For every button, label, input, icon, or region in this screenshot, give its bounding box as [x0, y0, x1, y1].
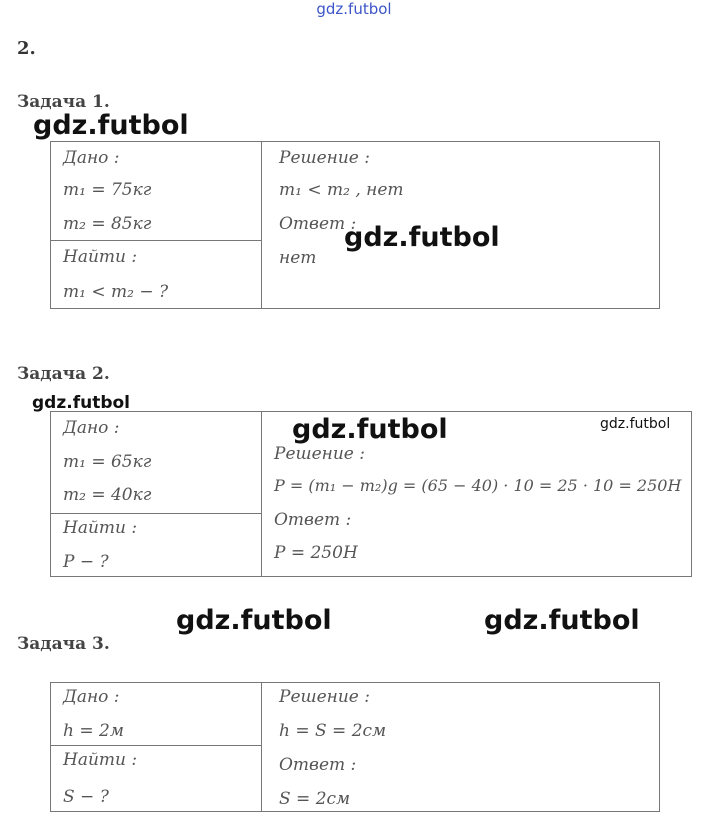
answer-value: P = 250H	[274, 543, 358, 563]
find-label: Найти :	[63, 750, 138, 770]
answer-value: нет	[279, 248, 317, 268]
task-1-heading: Задача 1.	[17, 92, 110, 112]
watermark: gdz.futbol	[600, 416, 671, 432]
find-value: m₁ < m₂ − ?	[63, 282, 169, 302]
find-label: Найти :	[63, 247, 138, 267]
find-value: S − ?	[63, 787, 109, 807]
answer-label: Ответ :	[274, 510, 352, 530]
watermark: gdz.futbol	[176, 605, 332, 636]
solution-label: Решение :	[274, 444, 366, 464]
answer-value: S = 2см	[279, 789, 351, 809]
given-label: Дано :	[63, 148, 120, 168]
solution-line: h = S = 2см	[279, 721, 387, 741]
row-divider	[51, 745, 261, 746]
column-divider	[261, 683, 262, 811]
task-2-heading: Задача 2.	[17, 364, 110, 384]
watermark: gdz.futbol	[33, 110, 189, 141]
given-label: Дано :	[63, 687, 120, 707]
task-3-table	[50, 682, 660, 812]
given-line: m₂ = 40кг	[63, 485, 152, 505]
given-label: Дано :	[63, 418, 120, 438]
column-divider	[261, 412, 262, 576]
watermark: gdz.futbol	[344, 222, 500, 253]
find-value: P − ?	[63, 552, 109, 572]
solution-line: P = (m₁ − m₂)g = (65 − 40) · 10 = 25 · 10 = 250H	[274, 476, 682, 495]
watermark-top: gdz.futbol	[316, 0, 392, 18]
row-divider	[51, 513, 261, 514]
solution-label: Решение :	[279, 148, 371, 168]
watermark: gdz.futbol	[292, 414, 448, 445]
watermark: gdz.futbol	[32, 393, 130, 413]
answer-label: Ответ :	[279, 214, 357, 234]
find-label: Найти :	[63, 518, 138, 538]
given-line: m₂ = 85кг	[63, 214, 152, 234]
solution-label: Решение :	[279, 687, 371, 707]
given-line: m₁ = 65кг	[63, 452, 152, 472]
given-line: h = 2м	[63, 721, 124, 741]
task-3-heading: Задача 3.	[17, 634, 110, 654]
section-number: 2.	[17, 38, 36, 59]
column-divider	[261, 142, 262, 308]
given-line: m₁ = 75кг	[63, 180, 152, 200]
answer-label: Ответ :	[279, 755, 357, 775]
row-divider	[51, 240, 261, 241]
solution-line: m₁ < m₂ , нет	[279, 180, 404, 200]
watermark: gdz.futbol	[484, 605, 640, 636]
